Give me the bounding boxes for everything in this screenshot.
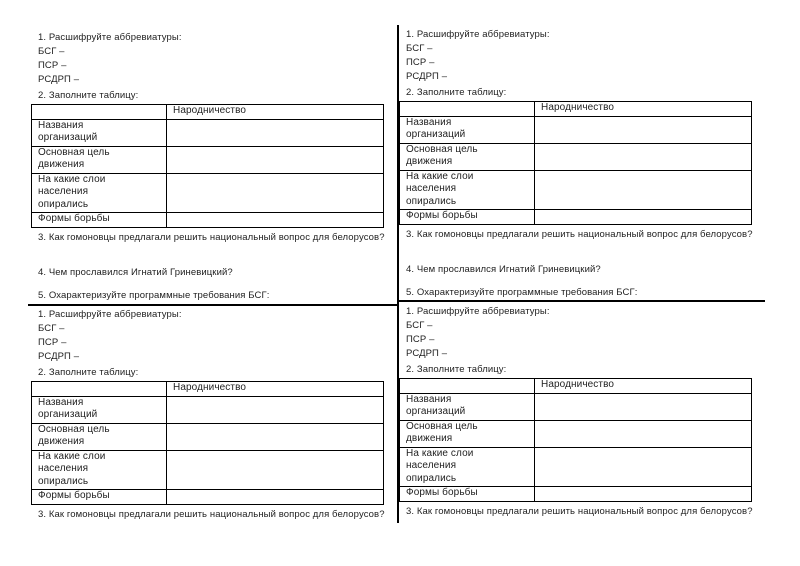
table-corner-cell	[32, 382, 167, 397]
table-row-label: Формы борьбы	[400, 210, 535, 225]
table-row-label: Основная цель движения	[400, 420, 535, 447]
table-row-label: Названия организаций	[32, 396, 167, 423]
task1-label: 1. Расшифруйте аббревиатуры:	[406, 29, 550, 40]
task2-label: 2. Заполните таблицу:	[38, 90, 139, 101]
table-row-label: Основная цель движения	[32, 146, 167, 173]
task4-label: 4. Чем прославился Игнатий Гриневицкий?	[38, 266, 233, 278]
table-answer-cell	[167, 173, 384, 213]
abbreviation-rsdrp: РСДРП –	[38, 74, 80, 85]
table-row-label: Названия организаций	[32, 119, 167, 146]
horizontal-grid-divider-right	[397, 300, 765, 302]
horizontal-grid-divider-left	[28, 304, 397, 306]
table-row-label: На какие слои населения опирались	[32, 450, 167, 490]
table-row-label: На какие слои населения опирались	[32, 173, 167, 213]
worksheet-copy-bottom-left	[38, 308, 390, 522]
abbreviation-bsg: БСГ –	[406, 320, 433, 331]
task5-label: 5. Охарактеризуйте программные требования БСГ:	[38, 289, 270, 301]
task2-label: 2. Заполните таблицу:	[406, 364, 507, 375]
task1-label: 1. Расшифруйте аббревиатуры:	[38, 32, 182, 43]
task1-label: 1. Расшифруйте аббревиатуры:	[406, 306, 550, 317]
table-answer-cell	[167, 450, 384, 490]
abbreviation-rsdrp: РСДРП –	[406, 348, 448, 359]
narodnichestvo-table	[31, 104, 384, 228]
abbreviation-psr: ПСР –	[38, 60, 67, 71]
abbreviation-psr: ПСР –	[38, 337, 67, 348]
task3-label: 3. Как гомоновцы предлагали решить национальный вопрос для белорусов?	[406, 228, 753, 240]
abbreviation-bsg: БСГ –	[406, 43, 433, 54]
table-corner-cell	[400, 102, 535, 117]
task2-label: 2. Заполните таблицу:	[406, 87, 507, 98]
table-answer-cell	[167, 119, 384, 146]
task3-label: 3. Как гомоновцы предлагали решить национальный вопрос для белорусов?	[406, 505, 753, 517]
abbreviation-rsdrp: РСДРП –	[406, 71, 448, 82]
task3-label: 3. Как гомоновцы предлагали решить национальный вопрос для белорусов?	[38, 231, 385, 243]
table-answer-cell	[167, 490, 384, 505]
table-answer-cell	[535, 170, 752, 210]
table-header-narodnichestvo: Народничество	[167, 105, 384, 120]
narodnichestvo-table	[31, 381, 384, 505]
abbreviation-bsg: БСГ –	[38, 46, 65, 57]
table-header-narodnichestvo: Народничество	[535, 102, 752, 117]
task1-label: 1. Расшифруйте аббревиатуры:	[38, 309, 182, 320]
abbreviation-bsg: БСГ –	[38, 323, 65, 334]
table-answer-cell	[167, 146, 384, 173]
table-answer-cell	[167, 423, 384, 450]
narodnichestvo-table	[399, 101, 752, 225]
table-row-label: Формы борьбы	[400, 487, 535, 502]
abbreviation-psr: ПСР –	[406, 334, 435, 345]
table-answer-cell	[167, 213, 384, 228]
task4-label: 4. Чем прославился Игнатий Гриневицкий?	[406, 263, 601, 275]
table-answer-cell	[535, 487, 752, 502]
table-answer-cell	[535, 116, 752, 143]
table-header-narodnichestvo: Народничество	[167, 382, 384, 397]
table-corner-cell	[32, 105, 167, 120]
table-row-label: Названия организаций	[400, 393, 535, 420]
task2-label: 2. Заполните таблицу:	[38, 367, 139, 378]
worksheet-copy-bottom-right	[406, 305, 758, 519]
abbreviation-rsdrp: РСДРП –	[38, 351, 80, 362]
table-answer-cell	[535, 420, 752, 447]
table-answer-cell	[535, 210, 752, 225]
worksheet-copy-top-left	[38, 31, 390, 303]
table-row-label: На какие слои населения опирались	[400, 170, 535, 210]
table-answer-cell	[535, 447, 752, 487]
table-answer-cell	[535, 393, 752, 420]
table-row-label: Названия организаций	[400, 116, 535, 143]
narodnichestvo-table	[399, 378, 752, 502]
table-row-label: Основная цель движения	[32, 423, 167, 450]
table-row-label: Формы борьбы	[32, 490, 167, 505]
worksheet-copy-top-right	[406, 28, 758, 300]
table-corner-cell	[400, 379, 535, 394]
table-row-label: На какие слои населения опирались	[400, 447, 535, 487]
task3-label: 3. Как гомоновцы предлагали решить национальный вопрос для белорусов?	[38, 508, 385, 520]
table-row-label: Формы борьбы	[32, 213, 167, 228]
abbreviation-psr: ПСР –	[406, 57, 435, 68]
table-row-label: Основная цель движения	[400, 143, 535, 170]
task5-label: 5. Охарактеризуйте программные требования БСГ:	[406, 286, 638, 298]
table-answer-cell	[535, 143, 752, 170]
table-answer-cell	[167, 396, 384, 423]
table-header-narodnichestvo: Народничество	[535, 379, 752, 394]
